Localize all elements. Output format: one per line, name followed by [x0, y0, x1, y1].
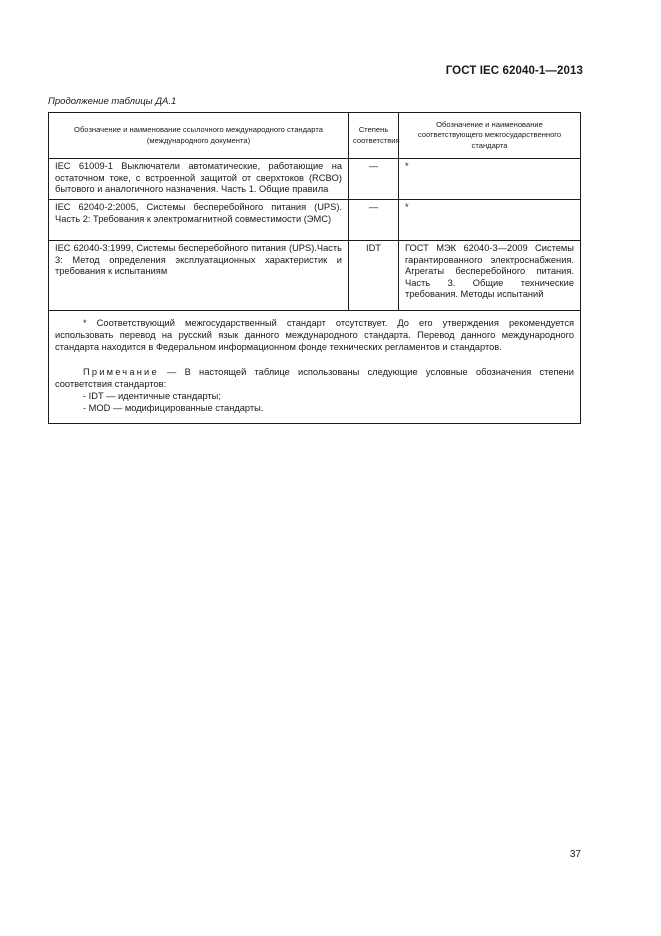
- table-header-row: [49, 113, 581, 159]
- interstate-cell: *: [399, 200, 581, 241]
- table-caption: Продолжение таблицы ДА.1: [48, 96, 177, 107]
- legend-item-mod: - MOD — модифицированные стандарты.: [83, 403, 264, 414]
- header-reference-standard: Обозначение и наименование ссылочного международного стандарта (международного документа): [49, 113, 349, 159]
- table-row: [49, 200, 581, 241]
- legend-item-idt: - IDT — идентичные стандарты;: [83, 391, 221, 402]
- interstate-cell: *: [399, 159, 581, 200]
- page-number: 37: [569, 849, 581, 860]
- reference-cell: IEC 62040-2:2005, Системы бесперебойного питания (UPS). Часть 2: Требования к электромагнитной совместимости (ЭМС): [49, 200, 349, 241]
- table-row: [49, 241, 581, 311]
- header-interstate-standard: Обозначение и наименование соответствующего межгосударственного стандарта: [399, 113, 581, 159]
- reference-cell: IEC 62040-3:1999, Системы бесперебойного питания (UPS).Часть 3: Метод определения эксплуатационных характеристик и требования к испытаниям: [49, 241, 349, 311]
- document-code: ГОСТ IEC 62040-1—2013: [445, 65, 583, 77]
- degree-cell: IDT: [349, 241, 399, 311]
- notes-cell: [49, 311, 581, 424]
- note-paragraph: [55, 366, 574, 390]
- interstate-cell: ГОСТ МЭК 62040-3—2009 Системы гарантированного электроснабжения. Агрегаты бесперебойного питания. Часть 3. Общие технические требования. Методы испытаний: [399, 241, 581, 311]
- table-row: [49, 159, 581, 200]
- header-degree-of-conformity: Степень соответствия: [349, 113, 399, 159]
- notes-row: [49, 311, 581, 424]
- degree-cell: —: [349, 159, 399, 200]
- note-text: — В настоящей таблице использованы следующие условные обозначения степени соответствия стандартов:: [55, 366, 574, 389]
- note-label: Примечание: [83, 366, 159, 377]
- reference-standards-table: [48, 112, 581, 424]
- degree-cell: —: [349, 200, 399, 241]
- footnote-text: * Соответствующий межгосударственный стандарт отсутствует. До его утверждения рекомендуется использовать перевод на русский язык данного международного стандарта. Перевод данного международного стандарта находится в Федеральном информационном фонде технических регламентов и стандартов.: [55, 318, 574, 353]
- reference-cell: IEC 61009-1 Выключатели автоматические, работающие на остаточном токе, с встроенной защитой от сверхтоков (RCBO) бытового и аналогичного назначения. Часть 1. Общие правила: [49, 159, 349, 200]
